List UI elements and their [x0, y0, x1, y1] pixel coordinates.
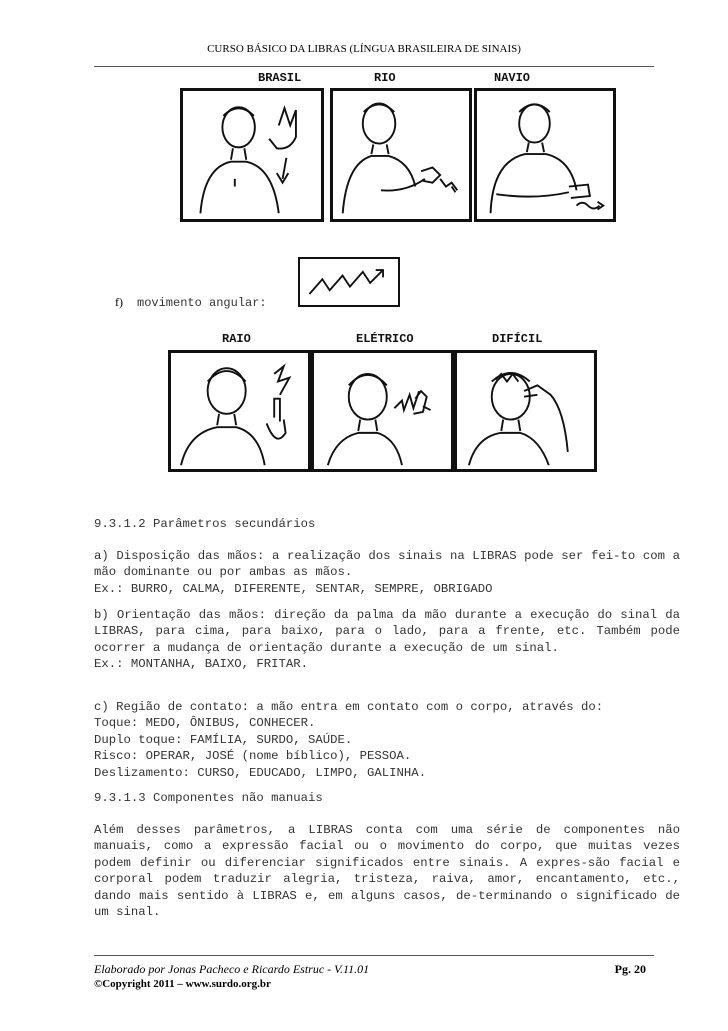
sign-caption-navio: NAVIO	[494, 71, 531, 85]
paragraph-nonmanual-text: Além desses parâmetros, a LIBRAS conta com uma série de componentes não manuais, como a expressão facial ou o movimento do corpo, que muitas vezes podem definir ou diferenciar significados entre sinais. A expres-são facial e corporal podem traduzir alegria, tristeza, raiva, amor, encantamento, etc., dando mais sentido à LIBRAS e, em alguns casos, de-terminando o significado de um sinal.	[94, 823, 680, 920]
sign-dificil-illustration	[454, 350, 597, 472]
sign-eletrico-icon	[314, 353, 451, 469]
paragraph-b-example: Ex.: MONTANHA, BAIXO, FRITAR.	[94, 657, 309, 672]
item-f-marker: f)	[115, 295, 123, 309]
sign-caption-brasil: BRASIL	[258, 71, 302, 85]
paragraph-c-duplo-toque: Duplo toque: FAMÍLIA, SURDO, SAÚDE.	[94, 732, 353, 747]
sign-rio-icon	[333, 91, 469, 219]
sign-eletrico-illustration	[311, 350, 454, 472]
paragraph-b	[94, 607, 680, 673]
zigzag-movement-illustration	[298, 257, 400, 307]
sign-brasil-icon	[183, 91, 321, 219]
sign-raio-illustration	[168, 350, 311, 472]
sign-caption-eletrico: ELÉTRICO	[356, 332, 414, 346]
paragraph-c	[94, 699, 680, 781]
header-divider	[94, 66, 654, 67]
sign-rio-illustration	[330, 88, 472, 222]
paragraph-a-text: a) Disposição das mãos: a realização dos sinais na LIBRAS pode ser fei-to com a mão dominante ou por ambas as mãos.	[94, 549, 680, 580]
paragraph-c-text: c) Região de contato: a mão entra em contato com o corpo, através do:	[94, 700, 604, 714]
paragraph-c-risco: Risco: OPERAR, JOSÉ (nome bíblico), PESSOA.	[94, 749, 412, 764]
sign-brasil-illustration	[180, 88, 324, 222]
page-number: Pg. 20	[614, 962, 646, 976]
sign-raio-icon	[171, 353, 308, 469]
page-header-title: CURSO BÁSICO DA LIBRAS (LÍNGUA BRASILEIRA DE SINAIS)	[207, 43, 521, 55]
paragraph-nonmanual	[94, 822, 680, 920]
item-f-label: movimento angular:	[137, 296, 267, 310]
paragraph-c-toque: Toque: MEDO, ÔNIBUS, CONHECER.	[94, 716, 316, 731]
sign-navio-illustration	[474, 88, 616, 222]
sign-caption-rio: RIO	[374, 71, 396, 85]
section-heading-secondary: 9.3.1.2 Parâmetros secundários	[94, 517, 316, 531]
item-f	[115, 295, 267, 310]
section-heading-nonmanual: 9.3.1.3 Componentes não manuais	[94, 791, 323, 805]
copyright-notice: ©Copyright 2011 – www.surdo.org.br	[94, 978, 271, 990]
paragraph-a	[94, 548, 680, 597]
paragraph-c-deslizamento: Deslizamento: CURSO, EDUCADO, LIMPO, GALINHA.	[94, 765, 427, 780]
footer-author: Elaborado por Jonas Pacheco e Ricardo Estruc - V.11.01	[94, 962, 370, 976]
zigzag-arrow-icon	[300, 259, 398, 305]
paragraph-a-example: Ex.: BURRO, CALMA, DIFERENTE, SENTAR, SEMPRE, OBRIGADO	[94, 581, 493, 596]
sign-caption-dificil: DIFÍCIL	[492, 332, 543, 346]
paragraph-b-text: b) Orientação das mãos: direção da palma da mão durante a execução do sinal da LIBRAS, para cima, para baixo, para o lado, para a frente, etc. Também pode ocorrer a mudança de orientação durante a execução de um sinal.	[94, 608, 680, 655]
footer-divider	[94, 955, 654, 956]
sign-caption-raio: RAIO	[222, 332, 251, 346]
sign-dificil-icon	[457, 353, 594, 469]
sign-navio-icon	[477, 91, 613, 219]
